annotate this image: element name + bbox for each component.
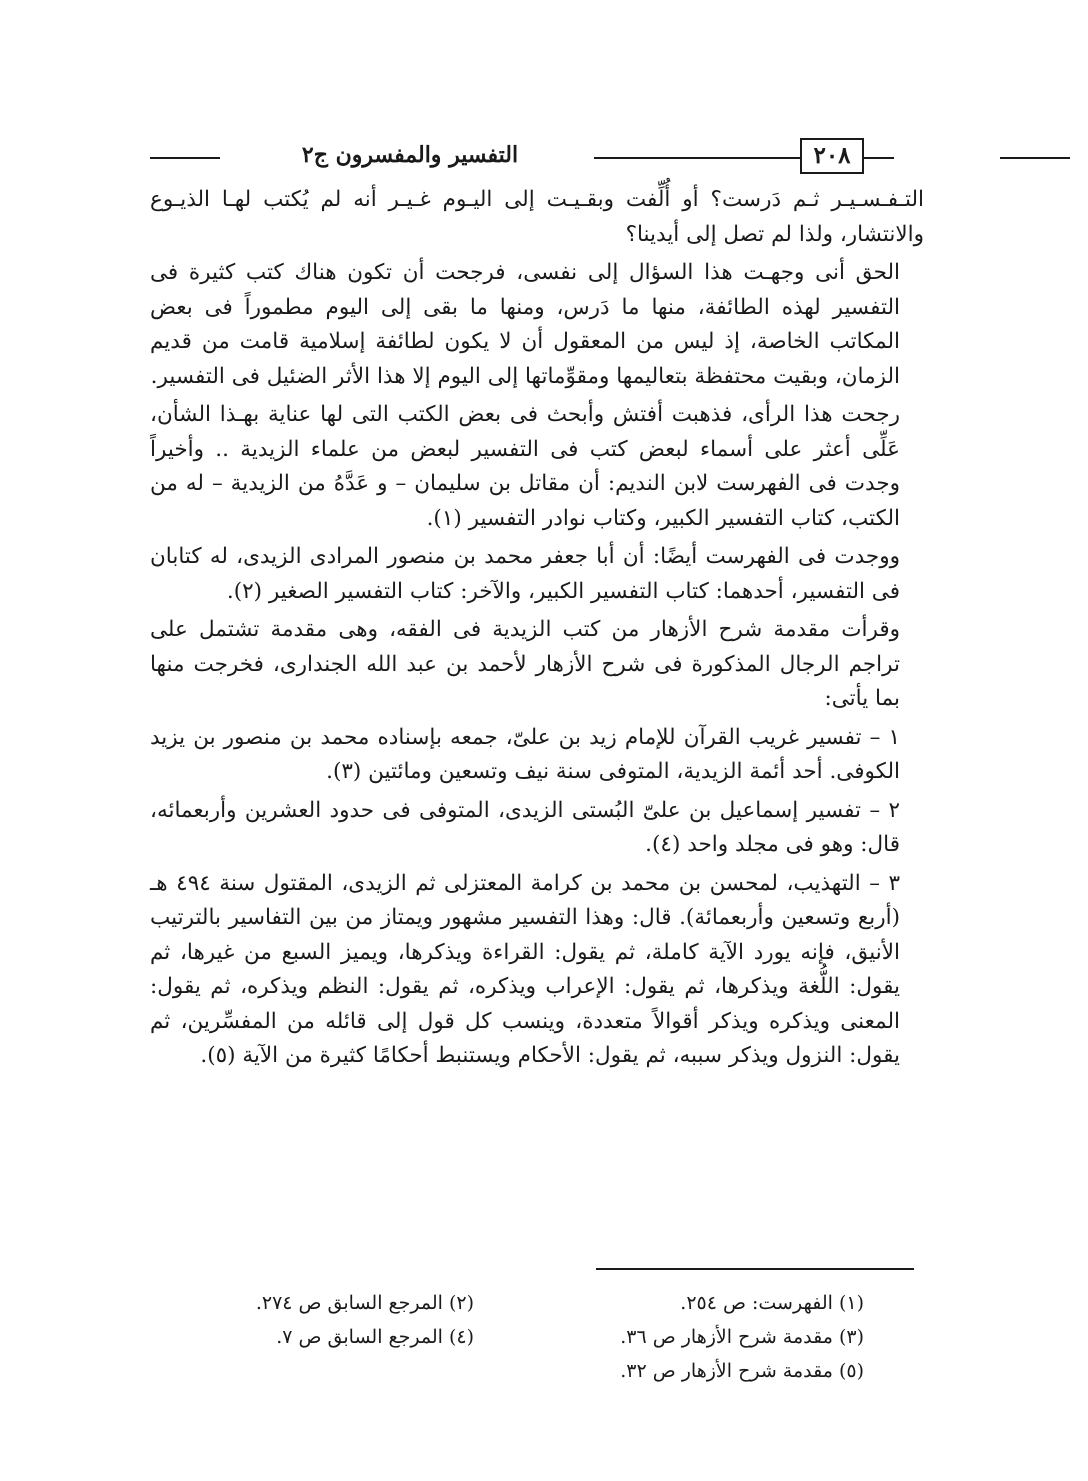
page-number: ٢٠٨ bbox=[800, 138, 864, 174]
header-rule-left bbox=[150, 157, 220, 159]
paragraph-4: ووجدت فى الفهرست أيضًا: أن أبا جعفر محمد بن منصور المرادى الزيدى، له كتابان فى التفسير، أحدهما: كتاب التفسير الكبير، والآخر: كتاب التفسير الصغير (٢). bbox=[150, 544, 900, 604]
footnote-1: (١) الفهرست: ص ٢٥٤. bbox=[680, 1292, 864, 1314]
list-item-1-text: ١ – تفسير غريب القرآن للإمام زيد بن علىّ، جمعه بإسناده محمد بن منصور بن يزيد الكوفى. أحد أئمة الزيدية، المتوفى سنة نيف وتسعين ومائتين bbox=[150, 724, 900, 784]
page-header bbox=[150, 140, 924, 180]
footnote-4: (٤) المرجع السابق ص ٧. bbox=[276, 1326, 474, 1348]
paragraph-5: وقرأت مقدمة شرح الأزهار من كتب الزيدية فى الفقه، وهى مقدمة تشتمل على تراجم الرجال المذكورة فى شرح الأزهار لأحمد بن عبد الله الجندارى، فخرجت منها بما يأتى: bbox=[150, 617, 900, 711]
footnote-ref-1: (١) bbox=[433, 505, 462, 531]
footnote-ref-4: (٤) bbox=[652, 832, 681, 857]
paragraph-3: رجحت هذا الرأى، فذهبت أفتش وأبحث فى بعض الكتب التى لها عناية بهـذا الشأن، عَلِّى أعثر على أسماء لبعض كتب فى التفسير لبعض من علماء الزيدية .. وأخيراً وجدت فى الفهرست لابن النديم: أن مقاتل بن سليمان – و عَدَّهُ من الزيدية – له من الكتب، كتاب التفسير الكبير، وكتاب نوادر التفسير (١). bbox=[150, 402, 900, 531]
paragraph-3-text: رجحت هذا الرأى، فذهبت أفتش وأبحث فى بعض الكتب التى لها عناية بهـذا الشأن، عَلِّى أعثر على أسماء لبعض كتب فى التفسير لبعض من علماء الزيدية .. وأخيراً وجدت فى الفهرست لابن النديم: أن مقاتل بن سليمان – و عَدَّهُ من الزيدية – له من الكتب، كتاب التفسير الكبير، وكتاب نوادر التفسير bbox=[150, 402, 900, 531]
list-item-1: ١ – تفسير غريب القرآن للإمام زيد بن علىّ، جمعه بإسناده محمد بن منصور بن يزيد الكوفى. أحد أئمة الزيدية، المتوفى سنة نيف وتسعين ومائتين (٣). bbox=[150, 724, 900, 784]
paragraph-1: التـفـسـيـر ثـم دَرست؟ أو أُلِّفت وبقـيـت إلى اليـوم غـيـر أنه لم يُكتب لهـا الذيـوع والانتشار، ولذا لم تصل إلى أيدينا؟ bbox=[150, 187, 924, 247]
running-title: التفسير والمفسرون ج٢ bbox=[301, 142, 519, 168]
list-item-2-text: ٢ – تفسير إسماعيل بن علىّ البُستى الزيدى، المتوفى فى حدود العشرين وأربعمائه، قال: وهو فى مجلد واحد bbox=[150, 797, 900, 857]
list-item-3: ٣ – التهذيب، لمحسن بن محمد بن كرامة المعتزلى ثم الزيدى، المقتول سنة ٤٩٤ هـ (أربع وتسعين وأربعمائة). قال: وهذا التفسير مشهور ويمتاز من بين التفاسير بالترتيب الأنيق، فإنه يورد الآية كاملة، ثم يقول: القراءة ويذكرها، ويميز السبع من غيرها، ثم يقول: اللُّغة ويذكرها، ثم يقول: الإعراب ويذكره، ثم يقول: النظم ويذكره، ثم يقول: المعنى ويذكره ويذكر أقوالاً متعددة، وينسب كل قول إلى قائله من المفسِّرين، ثم يقول: النزول ويذكر سببه، ثم يقول: الأحكام ويستنبط أحكامًا كثيرة من الآية (٥). bbox=[150, 870, 900, 1068]
paragraph-4-text: ووجدت فى الفهرست أيضًا: أن أبا جعفر محمد بن منصور المرادى الزيدى، له كتابان فى التفسير، أحدهما: كتاب التفسير الكبير، والآخر: كتاب التفسير الصغير bbox=[150, 544, 900, 604]
footnote-5: (٥) مقدمة شرح الأزهار ص ٣٢. bbox=[620, 1360, 864, 1382]
footnote-separator bbox=[596, 1268, 914, 1270]
header-rule-right bbox=[1000, 157, 1070, 159]
footnote-ref-2: (٢) bbox=[233, 578, 263, 604]
paragraph-2: الحق أنى وجهـت هذا السؤال إلى نفسى، فرجحت أن تكون هناك كتب كثيرة فى التفسير لهذه الطائفة، منها ما دَرس، ومنها ما بقى إلى اليوم مطموراً فى بعض المكاتب الخاصة، إذ ليس من المعقول أن لا يكون لطائفة إسلامية قامت من قديم الزمان، وبقيت محتفظة بتعاليمها ومقوِّماتها إلى اليوم إلا هذا الأثر الضئيل فى التفسير. bbox=[150, 260, 900, 389]
footnote-3: (٣) مقدمة شرح الأزهار ص ٣٦. bbox=[620, 1326, 864, 1348]
body-text bbox=[150, 183, 924, 1074]
list-item-3-text: ٣ – التهذيب، لمحسن بن محمد بن كرامة المعتزلى ثم الزيدى، المقتول سنة ٤٩٤ هـ (أربع وتسعين وأربعمائة). قال: وهذا التفسير مشهور ويمتاز من بين التفاسير بالترتيب الأنيق، فإنه يورد الآية كاملة، ثم يقول: القراءة ويذكرها، ويميز السبع من غيرها، ثم يقول: اللُّغة ويذكرها، ثم يقول: الإعراب ويذكره، ثم يقول: النظم ويذكره، ثم يقول: المعنى ويذكره ويذكر أقوالاً متعددة، وينسب كل قول إلى قائله من المفسِّرين، ثم يقول: النزول ويذكر سببه، ثم يقول: الأحكام ويستنبط أحكامًا كثيرة من الآية bbox=[150, 870, 900, 1068]
footnote-2: (٢) المرجع السابق ص ٢٧٤. bbox=[255, 1292, 474, 1314]
list-item-2: ٢ – تفسير إسماعيل بن علىّ البُستى الزيدى، المتوفى فى حدود العشرين وأربعمائه، قال: وهو فى مجلد واحد (٤). bbox=[150, 797, 900, 857]
footnote-ref-5: (٥) bbox=[207, 1043, 236, 1068]
footnote-ref-3: (٣) bbox=[332, 759, 362, 784]
